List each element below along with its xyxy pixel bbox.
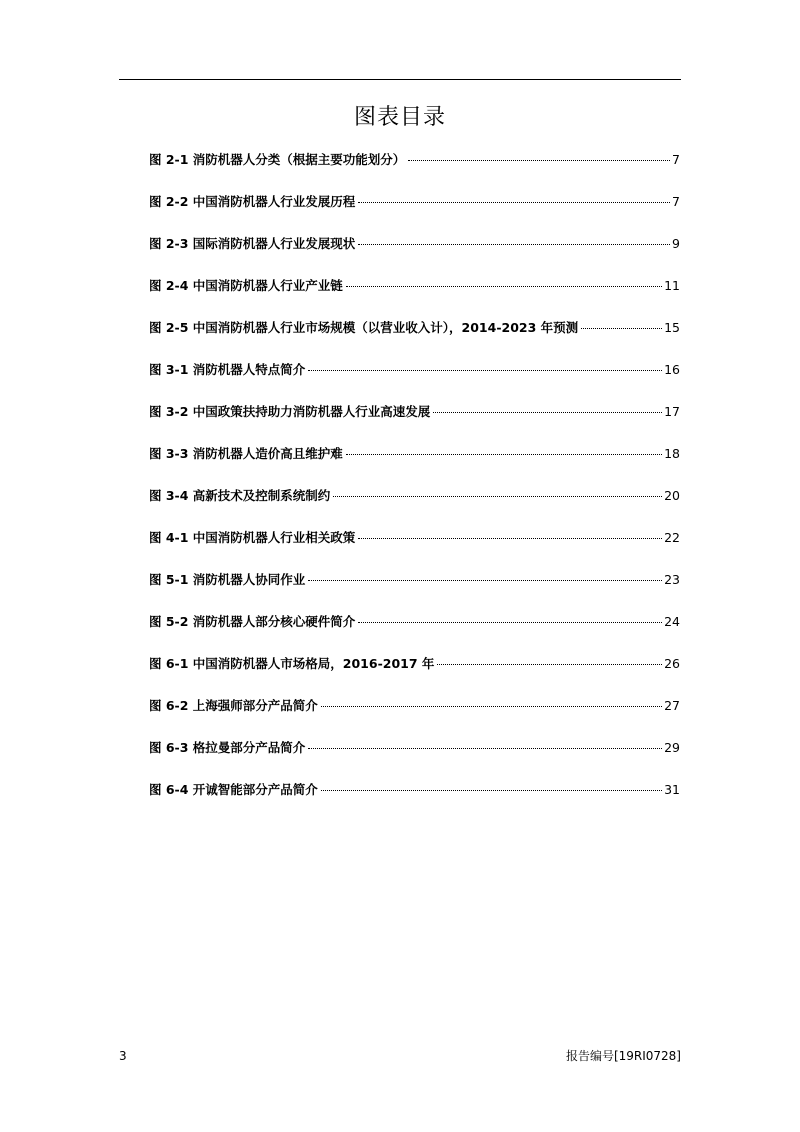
toc-entry-label: 图 5-2 消防机器人部分核心硬件简介 (149, 614, 356, 629)
toc-entry-page: 7 (672, 152, 680, 167)
toc-entry[interactable] (149, 570, 680, 612)
toc-entry[interactable] (149, 192, 680, 234)
toc-dot-leader (308, 580, 662, 581)
toc-entry[interactable] (149, 696, 680, 738)
toc-dot-leader (308, 748, 662, 749)
toc-dot-leader (308, 370, 662, 371)
toc-entry[interactable] (149, 612, 680, 654)
toc-entry-page: 16 (664, 362, 680, 377)
toc-entry-label: 图 6-2 上海强师部分产品简介 (149, 698, 318, 713)
toc-entry[interactable] (149, 150, 680, 192)
toc-entry-label: 图 6-4 开诚智能部分产品简介 (149, 782, 318, 797)
toc-entry-page: 29 (664, 740, 680, 755)
toc-entry[interactable] (149, 276, 680, 318)
toc-dot-leader (437, 664, 662, 665)
toc-entry[interactable] (149, 738, 680, 780)
toc-entry-label: 图 2-2 中国消防机器人行业发展历程 (149, 194, 356, 209)
toc-entry-page: 31 (664, 782, 680, 797)
toc-entry-page: 17 (664, 404, 680, 419)
toc-entry-page: 27 (664, 698, 680, 713)
footer-page-number: 3 (119, 1049, 127, 1063)
toc-entry-label: 图 3-3 消防机器人造价高且维护难 (149, 446, 343, 461)
toc-dot-leader (358, 202, 670, 203)
toc-entry-page: 7 (672, 194, 680, 209)
toc-entry-label: 图 2-4 中国消防机器人行业产业链 (149, 278, 343, 293)
toc-entry[interactable] (149, 360, 680, 402)
toc-dot-leader (581, 328, 662, 329)
toc-entry[interactable] (149, 654, 680, 696)
toc-entry[interactable] (149, 444, 680, 486)
toc-entry-label: 图 5-1 消防机器人协同作业 (149, 572, 306, 587)
toc-entry[interactable] (149, 486, 680, 528)
toc-entry[interactable] (149, 318, 680, 360)
toc-entry[interactable] (149, 780, 680, 822)
toc-entry-label: 图 2-3 国际消防机器人行业发展现状 (149, 236, 356, 251)
toc-entry-label: 图 2-1 消防机器人分类（根据主要功能划分） (149, 152, 406, 167)
toc-entry-label: 图 3-2 中国政策扶持助力消防机器人行业高速发展 (149, 404, 431, 419)
toc-entry-page: 22 (664, 530, 680, 545)
header-rule (119, 79, 681, 80)
toc-entry-label: 图 4-1 中国消防机器人行业相关政策 (149, 530, 356, 545)
toc-dot-leader (358, 244, 670, 245)
toc-entry-page: 15 (664, 320, 680, 335)
toc-entry-label: 图 2-5 中国消防机器人行业市场规模（以营业收入计），2014-2023 年预测 (149, 320, 579, 335)
toc-dot-leader (321, 790, 662, 791)
toc-entry-page: 11 (664, 278, 680, 293)
toc-title: 图表目录 (353, 105, 446, 130)
toc-entry-page: 18 (664, 446, 680, 461)
toc-entry-page: 23 (664, 572, 680, 587)
toc-entry[interactable] (149, 528, 680, 570)
toc-dot-leader (333, 496, 662, 497)
toc-entry-label: 图 3-4 高新技术及控制系统制约 (149, 488, 331, 503)
toc-entry[interactable] (149, 402, 680, 444)
toc-dot-leader (358, 622, 662, 623)
toc-dot-leader (321, 706, 662, 707)
toc-entry-page: 9 (672, 236, 680, 251)
toc-entry-label: 图 6-3 格拉曼部分产品简介 (149, 740, 306, 755)
toc-dot-leader (358, 538, 662, 539)
toc-entry-label: 图 6-1 中国消防机器人市场格局，2016-2017 年 (149, 656, 435, 671)
toc-dot-leader (408, 160, 670, 161)
toc-entry-label: 图 3-1 消防机器人特点简介 (149, 362, 306, 377)
toc-entry-page: 26 (664, 656, 680, 671)
toc-list (149, 150, 680, 822)
toc-dot-leader (433, 412, 662, 413)
toc-entry-page: 20 (664, 488, 680, 503)
toc-dot-leader (346, 286, 662, 287)
footer-report-id: 报告编号[19RI0728] (565, 1049, 681, 1063)
toc-entry-page: 24 (664, 614, 680, 629)
toc-dot-leader (346, 454, 662, 455)
toc-entry[interactable] (149, 234, 680, 276)
